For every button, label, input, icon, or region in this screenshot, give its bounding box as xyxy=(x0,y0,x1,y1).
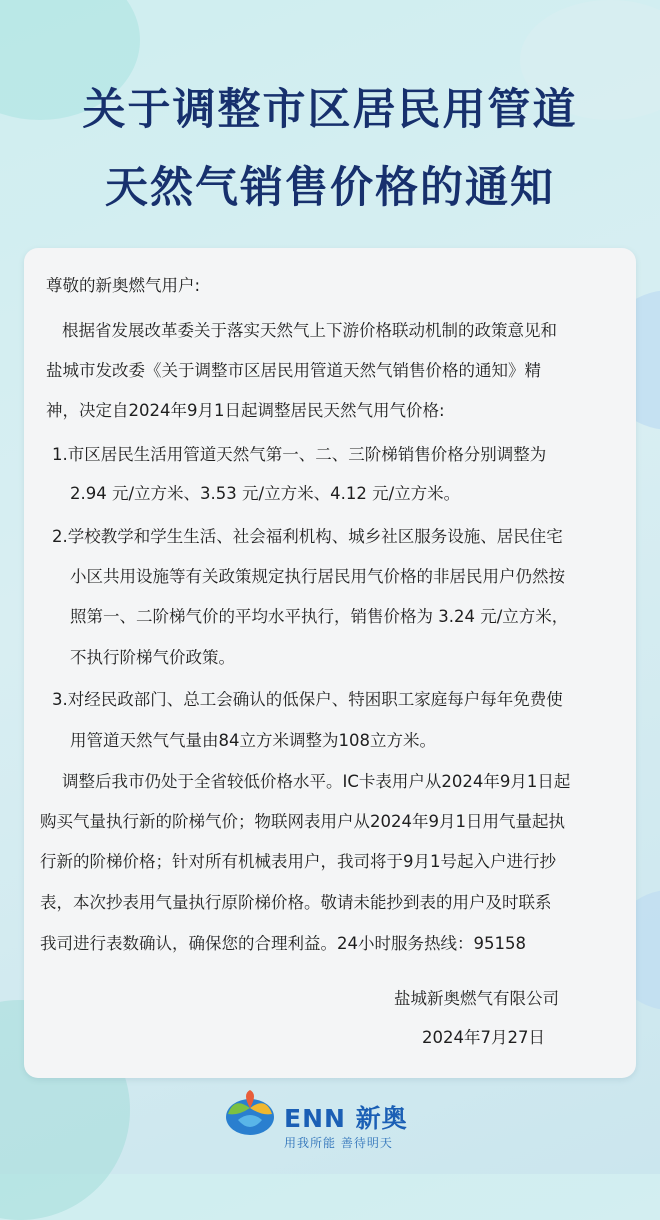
closing-line: 我司进行表数确认，确保您的合理利益。24小时服务热线：95158 xyxy=(40,934,526,953)
enn-flower-logo-icon xyxy=(224,1090,276,1140)
closing-line: 调整后我市仍处于全省较低价格水平。IC卡表用户从2024年9月1日起 xyxy=(62,772,571,791)
closing-line: 行新的阶梯价格；针对所有机械表用户，我司将于9月1号起入户进行抄 xyxy=(40,852,556,871)
closing-line: 购买气量执行新的阶梯气价；物联网表用户从2024年9月1日用气量起执 xyxy=(40,812,565,831)
closing-line: 表，本次抄表用气量执行原阶梯价格。敬请未能抄到表的用户及时联系 xyxy=(40,893,552,912)
notice-title-line-2: 天然气销售价格的通知 xyxy=(105,163,555,213)
notice-date: 2024年7月27日 xyxy=(422,1028,545,1047)
item-2-line: 不执行阶梯气价政策。 xyxy=(70,648,235,667)
enn-brand-name: ENN 新奥 xyxy=(284,1104,408,1133)
salutation: 尊敬的新奥燃气用户: xyxy=(46,276,201,295)
item-2-line: 照第一、二阶梯气价的平均水平执行，销售价格为 3.24 元/立方米， xyxy=(70,607,569,626)
enn-slogan: 用我所能 善待明天 xyxy=(284,1136,393,1150)
item-2-line: 2.学校教学和学生生活、社会福利机构、城乡社区服务设施、居民住宅 xyxy=(52,527,563,546)
item-3-line: 用管道天然气气量由84立方米调整为108立方米。 xyxy=(70,731,436,750)
intro-line: 根据省发展改革委关于落实天然气上下游价格联动机制的政策意见和 xyxy=(62,321,557,340)
intro-line: 神，决定自2024年9月1日起调整居民天然气用气价格: xyxy=(46,401,445,420)
item-1-line: 2.94 元/立方米、3.53 元/立方米、4.12 元/立方米。 xyxy=(70,484,461,503)
item-3-line: 3.对经民政部门、总工会确认的低保户、特困职工家庭每户每年免费使 xyxy=(52,690,563,709)
intro-line: 盐城市发改委《关于调整市区居民用管道天然气销售价格的通知》精 xyxy=(46,361,541,380)
notice-card xyxy=(24,248,636,1078)
item-2-line: 小区共用设施等有关政策规定执行居民用气价格的非居民用户仍然按 xyxy=(70,567,565,586)
company-signature: 盐城新奥燃气有限公司 xyxy=(394,989,559,1008)
notice-title-line-1: 关于调整市区居民用管道 xyxy=(82,85,578,135)
item-1-line: 1.市区居民生活用管道天然气第一、二、三阶梯销售价格分别调整为 xyxy=(52,445,547,464)
